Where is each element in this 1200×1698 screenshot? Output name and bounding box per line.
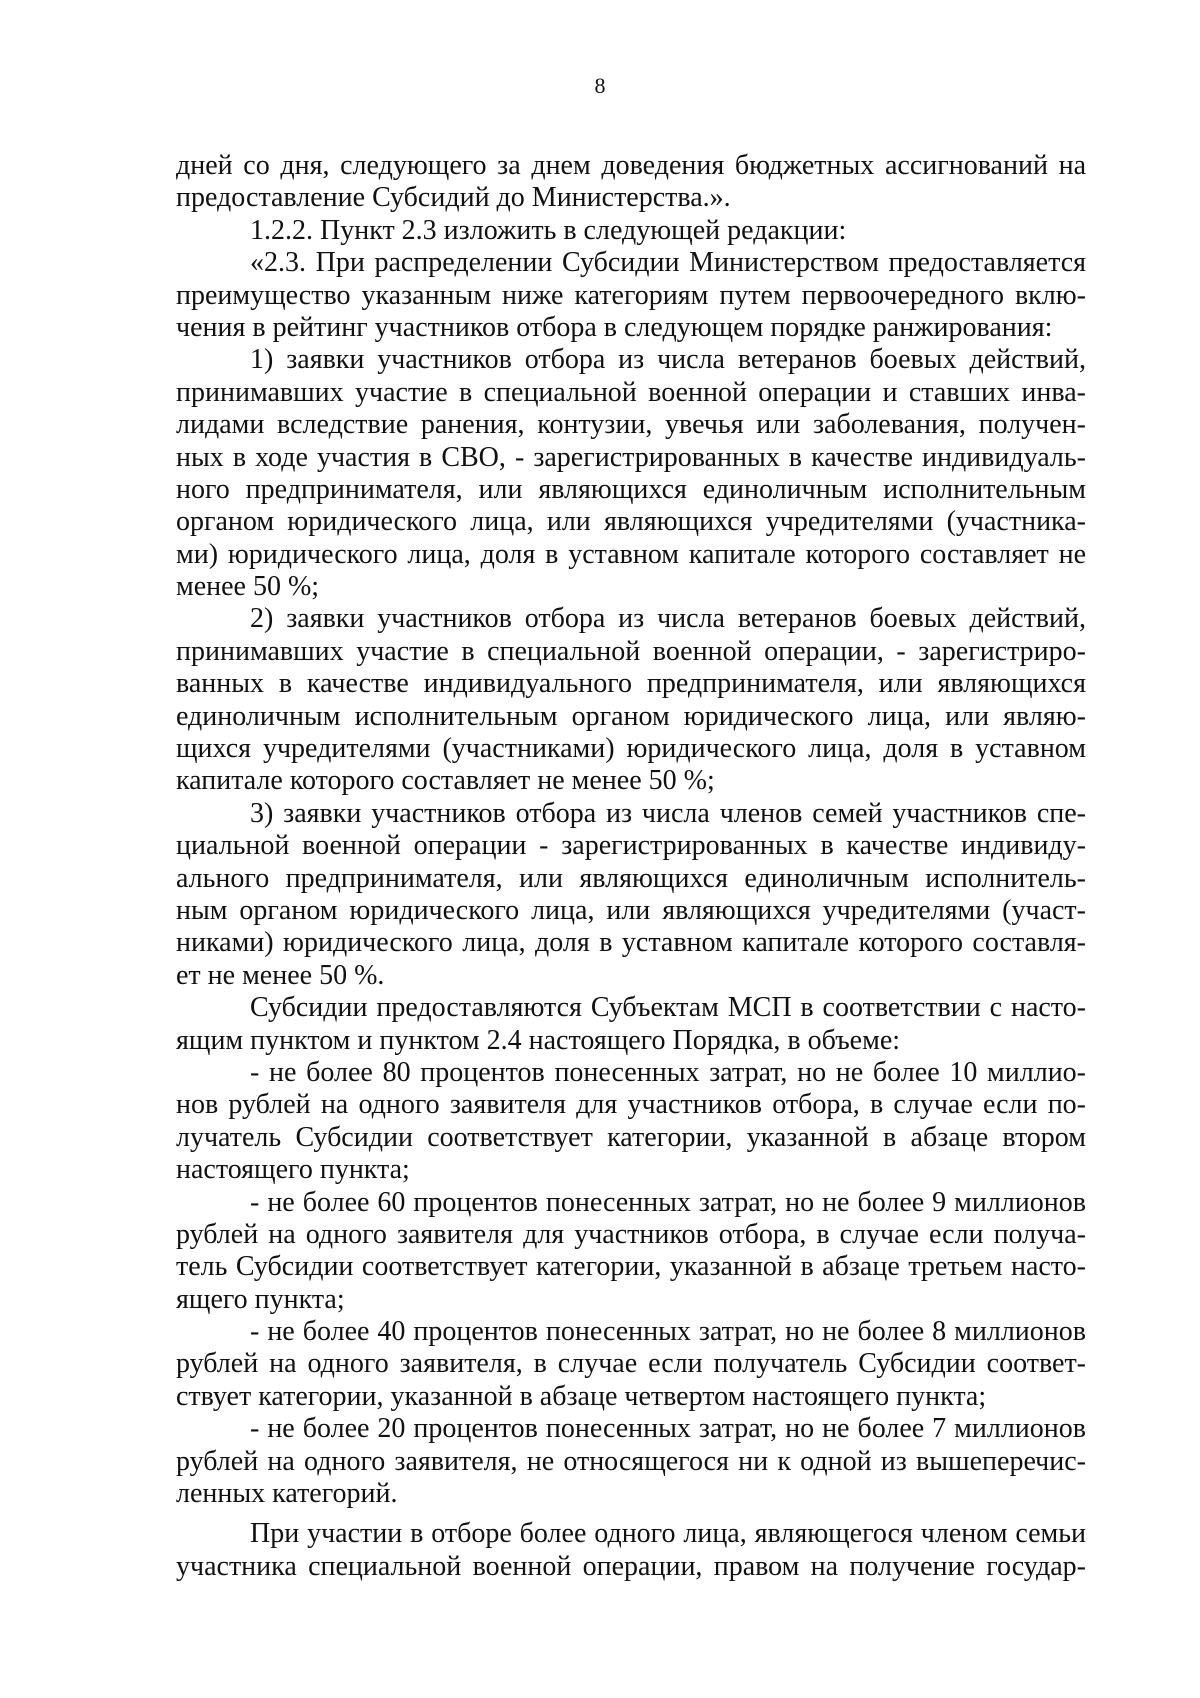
paragraph-gap: [176, 1510, 1086, 1518]
text-line: нов рублей на одного заявителя для участников отбора, в случае если по-: [176, 1089, 1086, 1121]
text-line: лучатель Субсидии соответствует категории, указанной в абзаце втором: [176, 1121, 1086, 1153]
text-line: предоставление Субсидий до Министерства.».: [176, 182, 731, 214]
text-line: чения в рейтинг участников отбора в следующем порядке ранжирования:: [176, 311, 1053, 343]
text-line: 1) заявки участников отбора из числа ветеранов боевых действий,: [250, 344, 1086, 376]
text-line: тель Субсидии соответствует категории, указанной в абзаце третьем насто-: [176, 1251, 1086, 1283]
paragraph: [176, 798, 1086, 992]
paragraph: [176, 344, 1086, 603]
paragraph: [176, 1187, 1086, 1317]
text-line: ящим пунктом и пунктом 2.4 настоящего Порядка, в объеме:: [176, 1024, 901, 1056]
text-line: ального предпринимателя, или являющихся единоличным исполнитель-: [176, 862, 1086, 894]
paragraph: [176, 150, 1086, 215]
text-line: рублей на одного заявителя, не относящегося ни к одной из вышеперечис-: [176, 1445, 1086, 1477]
text-line: ствует категории, указанной в абзаце четвертом настоящего пункта;: [176, 1380, 987, 1412]
text-line: 2) заявки участников отбора из числа ветеранов боевых действий,: [250, 603, 1086, 635]
text-line: принимавших участие в специальной военной операции, - зарегистриро-: [176, 635, 1086, 667]
text-line: Субсидии предоставляются Субъектам МСП в соответствии с насто-: [250, 992, 1086, 1024]
text-line: ных в ходе участия в СВО, - зарегистрированных в качестве индивидуаль-: [176, 441, 1086, 473]
text-line: дней со дня, следующего за днем доведения бюджетных ассигнований на: [176, 150, 1086, 181]
text-line: единоличным исполнительным органом юридического лица, или являю-: [176, 700, 1086, 732]
text-line: участника специальной военной операции, правом на получение государ-: [176, 1550, 1086, 1582]
document-body: [176, 150, 1086, 1583]
text-line: ленных категорий.: [176, 1478, 398, 1510]
text-line: настоящего пункта;: [176, 1154, 410, 1186]
text-line: щихся учредителями (участниками) юридического лица, доля в уставном: [176, 733, 1086, 765]
text-line: преимущество указанным ниже категориям путем первоочередного вклю-: [176, 279, 1086, 311]
paragraph: [176, 1518, 1086, 1583]
paragraph: [176, 247, 1086, 344]
paragraph: [176, 1413, 1086, 1510]
text-line: «2.3. При распределении Субсидии Министерством предоставляется: [250, 247, 1086, 279]
text-line: - не более 40 процентов понесенных затрат, но не более 8 миллионов: [250, 1316, 1086, 1348]
text-line: ванных в качестве индивидуального предпринимателя, или являющихся: [176, 668, 1086, 700]
text-line: ного предпринимателя, или являющихся единоличным исполнительным: [176, 473, 1086, 505]
text-line: 3) заявки участников отбора из числа членов семей участников спе-: [250, 797, 1086, 829]
text-line: ным органом юридического лица, или являющихся учредителями (участ-: [176, 894, 1086, 926]
text-line: ящего пункта;: [176, 1283, 345, 1315]
page-number: 8: [594, 73, 606, 98]
text-line: - не более 20 процентов понесенных затрат, но не более 7 миллионов: [250, 1413, 1086, 1445]
paragraph: [176, 215, 1086, 247]
paragraph: [176, 603, 1086, 797]
text-line: ми) юридического лица, доля в уставном капитале которого составляет не: [176, 538, 1086, 570]
text-line: рублей на одного заявителя для участников отбора, в случае если получа-: [176, 1218, 1086, 1250]
paragraph: [176, 1057, 1086, 1187]
text-line: - не более 60 процентов понесенных затрат, но не более 9 миллионов: [250, 1186, 1086, 1218]
text-line: менее 50 %;: [176, 571, 320, 603]
text-line: При участии в отборе более одного лица, являющегося членом семьи: [250, 1518, 1086, 1550]
text-line: лидами вследствие ранения, контузии, увечья или заболевания, получен-: [176, 409, 1086, 441]
text-line: никами) юридического лица, доля в уставном капитале которого составля-: [176, 927, 1086, 959]
text-line: 1.2.2. Пункт 2.3 изложить в следующей редакции:: [250, 214, 847, 246]
text-line: - не более 80 процентов понесенных затрат, но не более 10 миллио-: [250, 1056, 1086, 1088]
text-line: рублей на одного заявителя, в случае если получатель Субсидии соответ-: [176, 1348, 1086, 1380]
paragraph: [176, 992, 1086, 1057]
paragraph: [176, 1316, 1086, 1413]
text-line: ет не менее 50 %.: [176, 959, 385, 991]
text-line: принимавших участие в специальной военной операции и ставших инва-: [176, 376, 1086, 408]
text-line: капитале которого составляет не менее 50 %;: [176, 765, 715, 797]
text-line: органом юридического лица, или являющихся учредителями (участника-: [176, 506, 1086, 538]
text-line: циальной военной операции - зарегистрированных в качестве индивиду-: [176, 830, 1086, 862]
